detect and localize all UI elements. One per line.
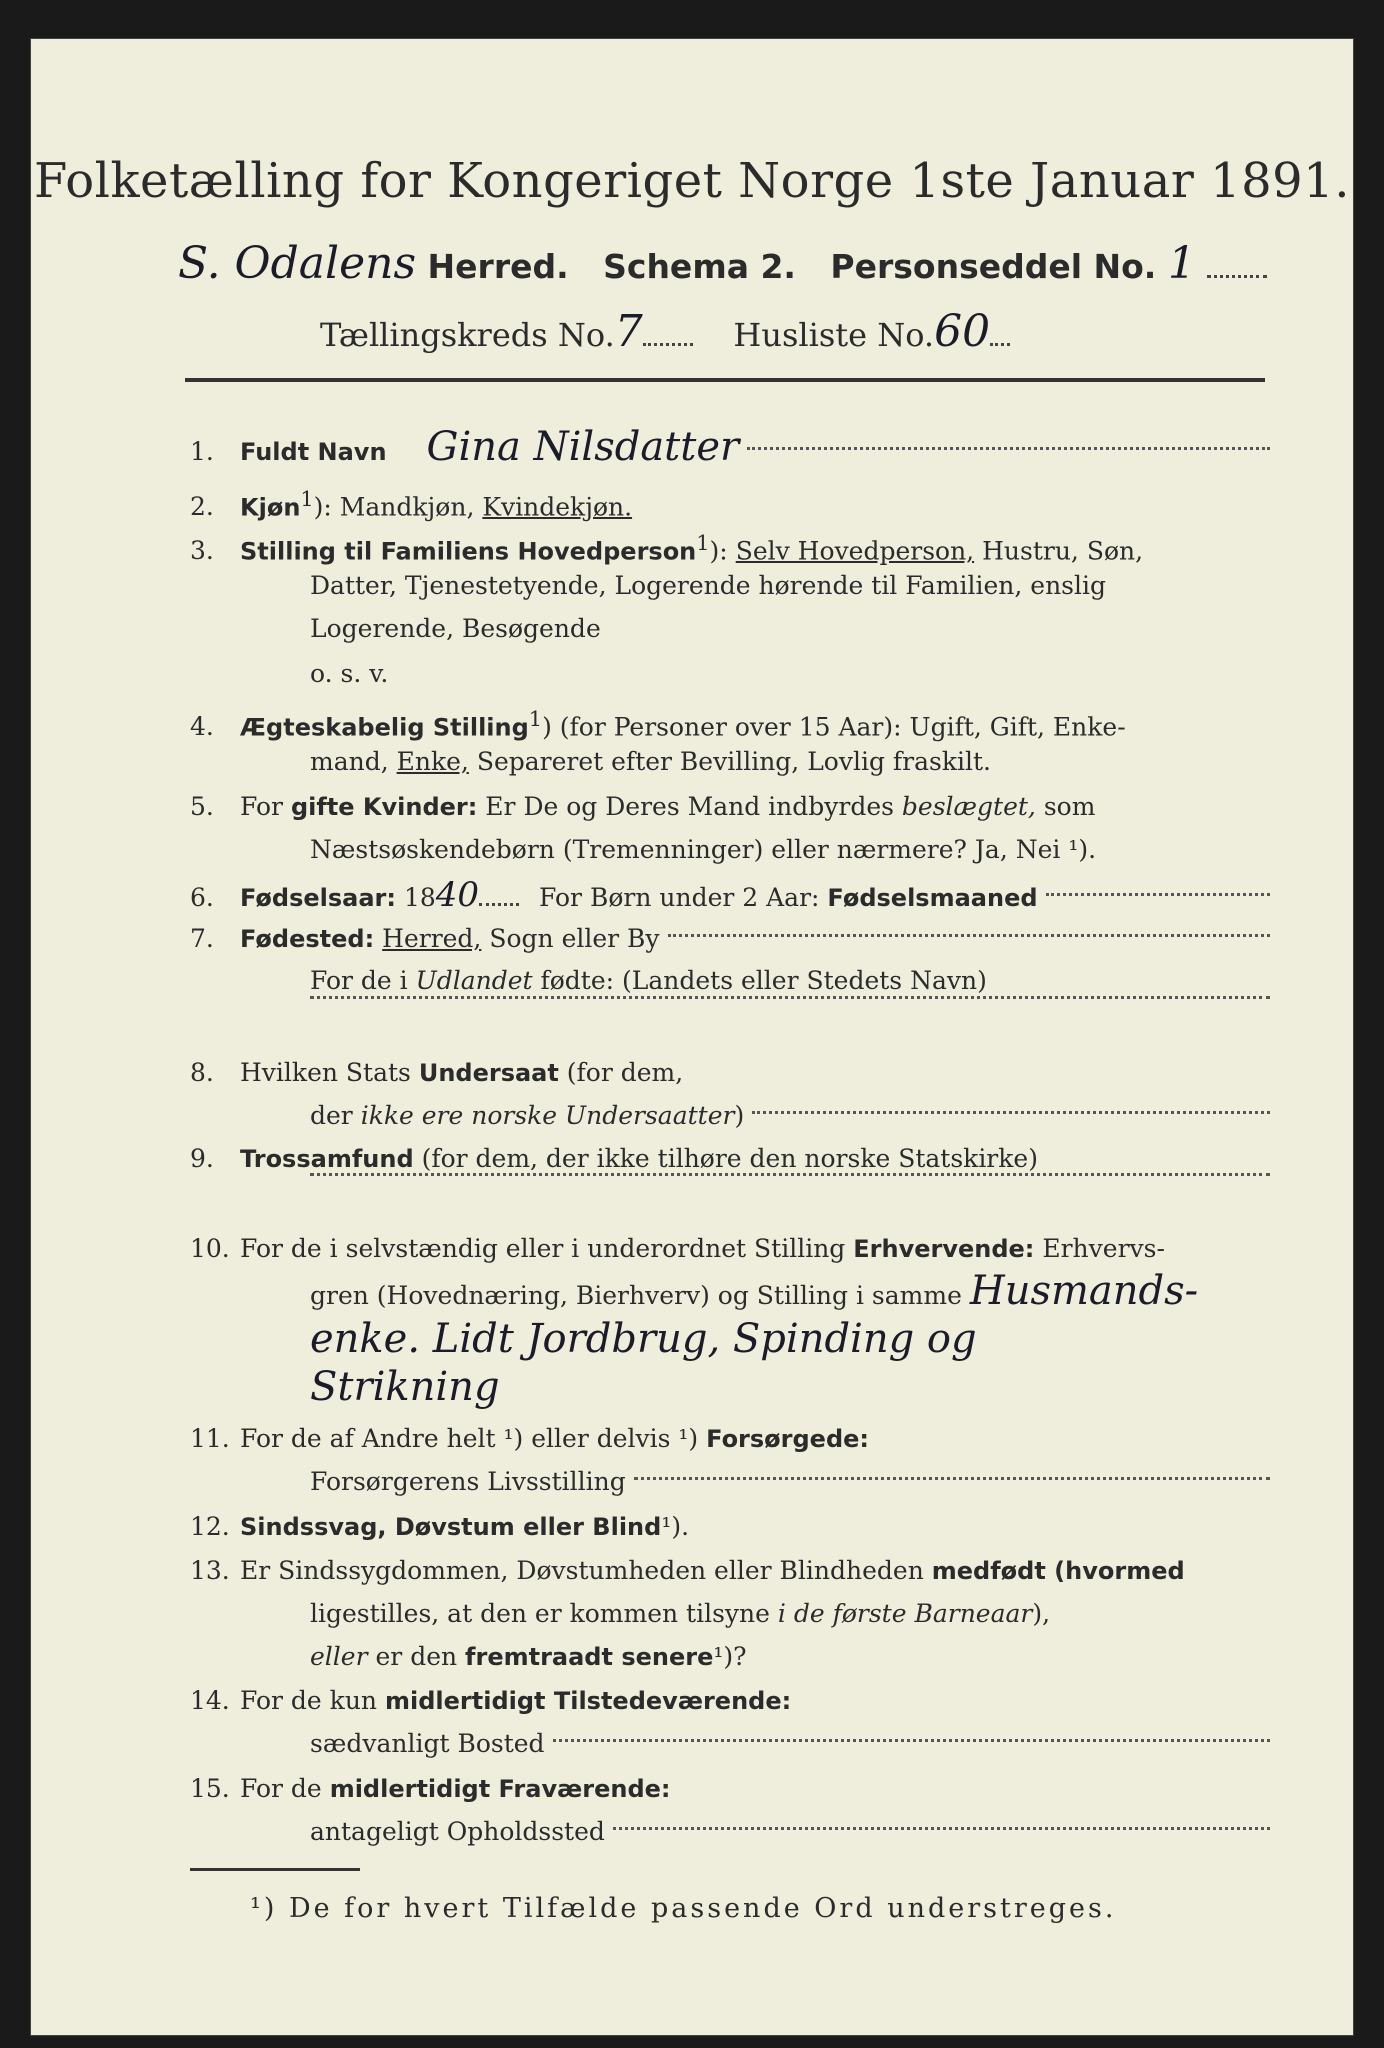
- husliste-label: Husliste No.: [733, 316, 935, 354]
- item-text: For de i selvstændig eller i underordnet Stilling: [240, 1234, 846, 1263]
- item-text: Sogn eller By: [489, 924, 660, 953]
- item-number: 15.: [190, 1774, 230, 1803]
- item-12: [190, 1506, 1270, 1548]
- item-number: 10.: [190, 1234, 230, 1263]
- item-label: Fødselsmaaned: [827, 884, 1038, 912]
- item-label: Fødested:: [240, 925, 375, 953]
- kreds-value: 7: [614, 306, 643, 357]
- occupation-value: enke. Lidt Jordbrug, Spinding og: [310, 1316, 977, 1362]
- item-label: Trossamfund: [240, 1145, 414, 1173]
- item-1: [190, 426, 1270, 473]
- herred-line: [178, 238, 1267, 289]
- item-text: For de kun: [240, 1686, 378, 1715]
- item-italic: i de første Barneaar: [777, 1599, 1033, 1628]
- item-number: 9.: [190, 1144, 214, 1173]
- dotted-fill: [990, 342, 1010, 346]
- item-text: Hvilken Stats: [240, 1058, 411, 1087]
- item-10-line2: [190, 1270, 1384, 1317]
- personseddel-value: 1: [1167, 238, 1196, 289]
- item-label: Undersaat: [418, 1059, 559, 1087]
- item-5: [190, 786, 1270, 828]
- item-15-line2: [190, 1811, 1270, 1853]
- item-text: ),: [1032, 1599, 1051, 1628]
- year-prefix: 18: [403, 883, 436, 912]
- item-number: 14.: [190, 1686, 230, 1715]
- item-10: [190, 1228, 1270, 1270]
- census-form: [30, 38, 1354, 2036]
- item-italic: Udlandet: [415, 966, 533, 995]
- footnote-mark: 1: [528, 707, 543, 731]
- item-text: Forsørgerens Livsstilling: [310, 1467, 626, 1496]
- header-rule: [185, 378, 1265, 382]
- item-text: der: [310, 1101, 353, 1130]
- item-text: ligestilles, at den er kommen tilsyne: [310, 1599, 770, 1628]
- kreds-label: Tællingskreds No.: [320, 316, 615, 354]
- item-7: [190, 918, 1270, 960]
- item-10-line4: [190, 1366, 1384, 1413]
- item-label: Fødselsaar:: [240, 884, 396, 912]
- item-5-line2: Næstsøskendebørn (Tremenninger) eller nærmere? Ja, Nei ¹).: [310, 835, 1097, 864]
- dotted-fill: [668, 934, 1270, 937]
- footnote-rule: [190, 1868, 360, 1871]
- item-text: ¹).: [661, 1512, 690, 1541]
- item-number: 12.: [190, 1512, 230, 1541]
- full-name-value: Gina Nilsdatter: [426, 424, 740, 470]
- item-text: er den: [375, 1642, 458, 1671]
- item-14-line2: [190, 1723, 1270, 1765]
- item-text: ¹)?: [713, 1642, 747, 1671]
- item-text: ): Mandkjøn,: [313, 492, 475, 522]
- husliste-value: 60: [934, 306, 991, 357]
- item-number: 8.: [190, 1058, 214, 1087]
- item-label: Forsørgede:: [706, 1425, 870, 1453]
- item-8: [190, 1052, 1270, 1094]
- item-number: 3.: [190, 536, 214, 566]
- item-label: midlertidigt Tilstedeværende:: [384, 1687, 792, 1715]
- item-15: [190, 1768, 1270, 1810]
- item-text: (for dem,: [566, 1058, 684, 1087]
- item-number: 6.: [190, 883, 214, 912]
- footnote-mark: 1: [696, 531, 710, 555]
- dotted-fill: [479, 902, 519, 906]
- item-14: [190, 1680, 1270, 1722]
- item-text: sædvanligt Bosted: [310, 1729, 545, 1758]
- item-4-line2: [190, 741, 1384, 783]
- item-text: For: [240, 792, 283, 821]
- item-label: medfødt (hvormed: [931, 1557, 1185, 1585]
- dotted-fill: [752, 1111, 1270, 1114]
- item-italic: beslægtet,: [901, 792, 1036, 821]
- birth-year-value: 40: [435, 875, 480, 915]
- item-6: [190, 874, 1270, 919]
- schema-label: Schema 2.: [603, 247, 796, 286]
- item-label: fremtraadt senere: [465, 1643, 714, 1671]
- item-text: Er De og Deres Mand indbyrdes: [485, 792, 894, 821]
- item-text: fødte: (Landets eller Stedets Navn): [540, 966, 987, 995]
- item-11: [190, 1418, 1270, 1460]
- dotted-fill: [553, 1739, 1270, 1742]
- item-number: 13.: [190, 1556, 230, 1585]
- item-text: Hustru, Søn,: [982, 536, 1144, 566]
- item-text: som: [1043, 792, 1096, 821]
- item-italic: eller: [310, 1642, 368, 1671]
- dotted-fill: [747, 447, 1270, 450]
- item-13-line3: [190, 1636, 1384, 1678]
- item-text: For de i: [310, 966, 408, 995]
- item-3-line2: Datter, Tjenestetyende, Logerende hørende til Familien, enslig: [310, 571, 1107, 600]
- item-label: Sindssvag, Døvstum eller Blind: [240, 1513, 662, 1541]
- underlined-choice: Selv Hovedperson,: [735, 536, 975, 566]
- item-text: gren (Hovednæring, Bierhverv) og Stilling i samme: [310, 1281, 962, 1310]
- footnote-mark: 1: [300, 487, 314, 511]
- item-8-line2: [190, 1095, 1270, 1137]
- dotted-fill: [1046, 893, 1270, 896]
- dotted-fill: [310, 1173, 1270, 1176]
- item-text: ) (for Personer over 15 Aar): Ugift, Gift, Enke-: [542, 712, 1126, 742]
- item-label: gifte Kvinder:: [290, 793, 478, 821]
- herred-value: S. Odalens: [178, 238, 417, 289]
- dotted-fill: [643, 342, 693, 346]
- item-label: Stilling til Familiens Hovedperson: [240, 537, 697, 566]
- item-11-line2: [190, 1461, 1270, 1503]
- item-10-line3: [190, 1318, 1384, 1365]
- item-text: For Børn under 2 Aar:: [539, 883, 820, 912]
- item-text: Er Sindssygdommen, Døvstumheden eller Blindheden: [240, 1556, 924, 1585]
- dotted-fill: [1207, 274, 1267, 278]
- item-number: 11.: [190, 1424, 230, 1453]
- item-13: [190, 1550, 1270, 1592]
- item-label: Fuldt Navn: [240, 438, 387, 466]
- dotted-fill: [634, 1477, 1270, 1480]
- dotted-fill: [613, 1827, 1270, 1830]
- item-3-line3: Logerende, Besøgende: [310, 614, 601, 643]
- item-text: Separeret efter Bevilling, Lovlig fraskilt.: [476, 747, 991, 776]
- item-number: 7.: [190, 924, 214, 953]
- item-label: Ægteskabelig Stilling: [240, 713, 529, 742]
- item-number: 2.: [190, 492, 214, 522]
- item-9-line2: [190, 1183, 1270, 1186]
- item-text: antageligt Opholdssted: [310, 1817, 605, 1846]
- form-title: Folketælling for Kongeriget Norge 1ste Januar 1891.: [34, 153, 1350, 209]
- item-italic: ikke ere norske Undersaatter: [360, 1101, 735, 1130]
- item-label: midlertidigt Fraværende:: [329, 1775, 671, 1803]
- item-text: For de af Andre helt ¹) eller delvis ¹): [240, 1424, 699, 1453]
- underlined-choice: Enke,: [396, 747, 469, 776]
- footnote: ¹) De for hvert Tilfælde passende Ord understreges.: [250, 1893, 1117, 1924]
- item-label: Kjøn: [240, 493, 301, 522]
- item-3-line4: o. s. v.: [310, 659, 389, 688]
- personseddel-label: Personseddel No.: [830, 247, 1157, 286]
- herred-label: Herred.: [427, 247, 569, 286]
- occupation-value: Strikning: [310, 1364, 500, 1410]
- item-text: mand,: [310, 747, 389, 776]
- item-number: 1.: [190, 437, 214, 466]
- kreds-line: [320, 306, 1010, 357]
- item-2: [190, 478, 1270, 528]
- occupation-value: Husmands-: [969, 1268, 1199, 1314]
- item-number: 4.: [190, 712, 214, 742]
- item-text: Erhvervs-: [1042, 1234, 1165, 1263]
- item-text: For de: [240, 1774, 322, 1803]
- underlined-choice: Herred,: [382, 924, 482, 953]
- underlined-choice: Kvindekjøn.: [482, 492, 633, 522]
- item-13-line2: [190, 1593, 1384, 1635]
- item-text: ): [734, 1101, 745, 1130]
- item-text: (for dem, der ikke tilhøre den norske Statskirke): [421, 1144, 1038, 1173]
- item-label: Erhvervende:: [853, 1235, 1035, 1263]
- item-text: ):: [709, 536, 728, 566]
- item-7-line3: [190, 1006, 1270, 1009]
- item-number: 5.: [190, 792, 214, 821]
- dotted-fill: [310, 996, 1270, 999]
